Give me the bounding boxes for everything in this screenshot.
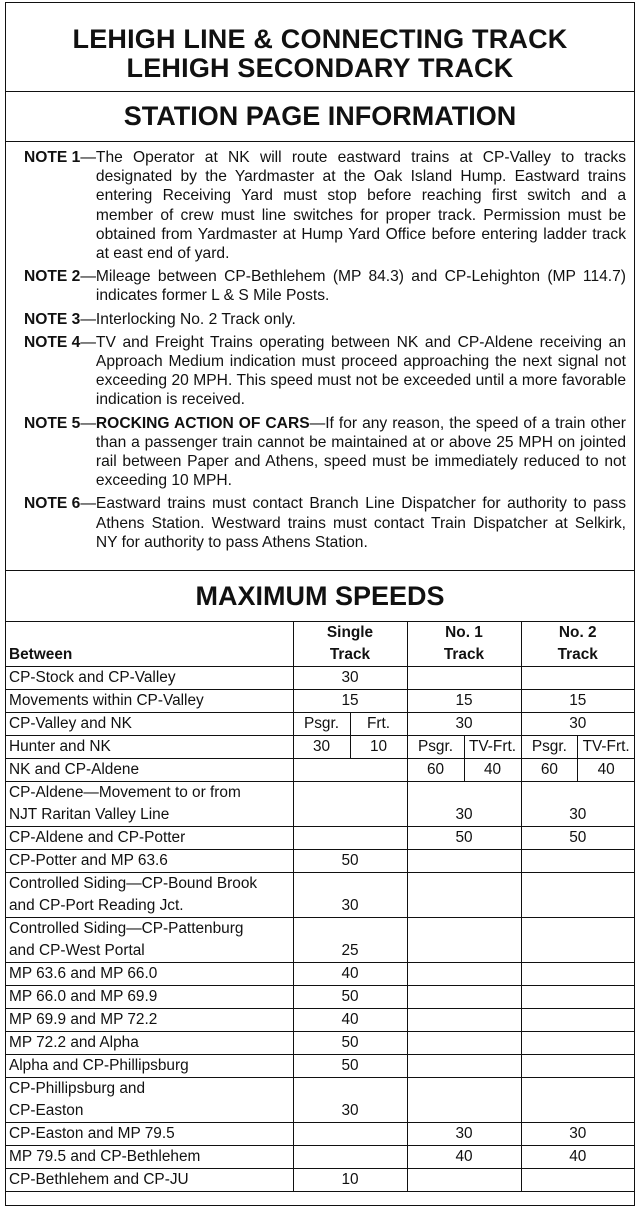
table-cell: CP-Aldene and CP-Potter [6,827,293,850]
table-row [6,827,634,850]
header-line-1: LEHIGH LINE & CONNECTING TRACK [72,24,568,54]
table-cell: 50 [293,1055,407,1078]
table-cell: CP-Easton and MP 79.5 [6,1123,293,1146]
table-cell: Hunter and NK [6,736,293,759]
table-cell: Controlled Siding—CP-Pattenburg and CP-West Portal [6,918,293,963]
table-cell [521,986,634,1009]
table-cell: 30 10 [293,736,407,759]
table-cell: 50 [407,827,521,850]
note-label: NOTE 1 [24,149,81,166]
table-cell [407,918,521,963]
table-cell: MP 79.5 and CP-Bethlehem [6,1146,293,1169]
table-cell: 30 [293,667,407,690]
note-label: NOTE 3 [24,310,81,328]
note-4: NOTE 4 — TV and Freight Trains operating between NK and CP-Aldene receiving an Approach Medium indication must proceed approaching the next signal not exceeding 20 MPH. This speed must not be exceeded until a more favorable indication is received. [24,333,626,409]
table-cell [521,1055,634,1078]
table-cell [407,873,521,918]
table-row [6,873,634,918]
table-cell: CP-Bethlehem and CP-JU [6,1169,293,1192]
table-cell: CP-Stock and CP-Valley [6,667,293,690]
table-cell: CP-Phillipsburg and CP-Easton [6,1078,293,1123]
table-cell: Alpha and CP-Phillipsburg [6,1055,293,1078]
table-row [6,1146,634,1169]
table-cell [407,1032,521,1055]
note-text: Mileage between CP-Bethlehem (MP 84.3) and CP-Lehighton (MP 114.7) indicates former L & S Mile Posts. [95,268,626,305]
table-row [6,1032,634,1055]
table-row [6,667,634,690]
table-cell: Movements within CP-Valley [6,690,293,713]
table-cell [521,1032,634,1055]
maximum-speeds-table [6,622,634,1192]
table-cell: 15 [521,690,634,713]
table-cell: 50 [293,986,407,1009]
table-cell [293,759,407,782]
note-text: Interlocking No. 2 Track only. [95,310,296,328]
table-cell: 40 [293,963,407,986]
table-cell: 60 40 [407,759,521,782]
table-cell: 30 [521,1123,634,1146]
table-cell: 30 [293,1078,407,1123]
table-row [6,782,634,827]
table-row [6,736,634,759]
table-cell: Psgr. TV-Frt. [407,736,521,759]
table-cell: NK and CP-Aldene [6,759,293,782]
table-cell [293,1146,407,1169]
table-cell: 60 40 [521,759,634,782]
table-cell: 30 [407,782,521,827]
table-cell [407,1169,521,1192]
table-cell [521,963,634,986]
station-page-title: STATION PAGE INFORMATION [6,92,634,142]
table-row [6,713,634,736]
table-cell: 50 [521,827,634,850]
table-cell [293,1123,407,1146]
table-cell [521,1009,634,1032]
table-cell [521,1169,634,1192]
note-1: NOTE 1 — The Operator at NK will route eastward trains at CP-Valley to tracks designated by the Yardmaster at the Oak Island Hump. Eastward trains entering Receiving Yard must stop before reaching first switch and a member of crew must line switches for proper track. Permission must be obtained from Yardmaster at Hump Yard Office before entering ladder track at east end of yard. [24,149,626,263]
table-header-row [6,622,634,667]
table-cell [521,1078,634,1123]
table-cell: 25 [293,918,407,963]
note-text: If for any reason, the speed of a train other than a passenger train cannot be maintained at or above 25 MPH on jointed rail between Paper and Athens, speed must be immediately reduced to not exceeding 10 MPH. [95,414,626,490]
table-cell [407,1009,521,1032]
table-cell: CP-Aldene—Movement to or from NJT Raritan Valley Line [6,782,293,827]
table-row [6,1009,634,1032]
table-cell [293,782,407,827]
timetable-page [5,2,635,1206]
notes-section [6,142,634,571]
note-text: TV and Freight Trains operating between NK and CP-Aldene receiving an Approach Medium indication must proceed approaching the next signal not exceeding 20 MPH. This speed must not be exceeded until a more favorable indication is received. [95,333,626,409]
table-cell: 50 [293,850,407,873]
table-cell [407,850,521,873]
table-cell [521,918,634,963]
table-cell [293,827,407,850]
table-row [6,759,634,782]
col-header-no2: No. 2 Track [521,622,634,667]
note-label: NOTE 4 [24,333,81,351]
maximum-speeds-title: MAXIMUM SPEEDS [6,571,634,622]
table-cell [521,850,634,873]
table-cell: 30 [521,782,634,827]
note-text: The Operator at NK will route eastward trains at CP-Valley to tracks designated by the Yardmaster at the Oak Island Hump. Eastward trains entering Receiving Yard must stop before reaching first switch and a member of crew must line switches for proper track. Permission must be obtained from Yardmaster at Hump Yard Office before entering ladder track at east end of yard. [95,149,626,263]
col-header-single: Single Track [293,622,407,667]
table-cell: MP 72.2 and Alpha [6,1032,293,1055]
col-header-between: Between [6,622,293,667]
table-cell: 30 [407,713,521,736]
table-cell: 40 [407,1146,521,1169]
table-cell [407,1078,521,1123]
document-header [6,3,634,92]
table-cell: 40 [521,1146,634,1169]
table-cell: MP 66.0 and MP 69.9 [6,986,293,1009]
table-row [6,1078,634,1123]
table-cell: Psgr. TV-Frt. [521,736,634,759]
table-row [6,1055,634,1078]
table-cell: CP-Valley and NK [6,713,293,736]
note-label: NOTE 2 [24,268,81,286]
table-cell [407,986,521,1009]
note-5: NOTE 5 — ROCKING ACTION OF CARS—If for any reason, the speed of a train other than a passenger train cannot be maintained at or above 25 MPH on jointed rail between Paper and Athens, speed must be immediately reduced to not exceeding 10 MPH. [24,414,626,490]
col-header-no1: No. 1 Track [407,622,521,667]
table-cell [521,873,634,918]
note-subheading: ROCKING ACTION OF CARS [95,414,310,432]
note-2: NOTE 2 — Mileage between CP-Bethlehem (MP 84.3) and CP-Lehighton (MP 114.7) indicates former L & S Mile Posts. [24,268,626,305]
table-cell: 10 [293,1169,407,1192]
table-cell: Controlled Siding—CP-Bound Brook and CP-Port Reading Jct. [6,873,293,918]
table-cell: 40 [293,1009,407,1032]
table-cell: MP 69.9 and MP 72.2 [6,1009,293,1032]
table-cell [407,1055,521,1078]
table-cell: CP-Potter and MP 63.6 [6,850,293,873]
table-row [6,1169,634,1192]
table-cell: 15 [293,690,407,713]
table-cell: Psgr. Frt. [293,713,407,736]
table-row [6,986,634,1009]
table-row [6,1123,634,1146]
table-cell [407,963,521,986]
table-cell: MP 63.6 and MP 66.0 [6,963,293,986]
table-cell: 30 [293,873,407,918]
table-row [6,918,634,963]
table-cell [407,667,521,690]
table-cell: 30 [521,713,634,736]
table-row [6,850,634,873]
note-text: Eastward trains must contact Branch Line Dispatcher for authority to pass Athens Station. Westward trains must contact Train Dispatcher at Selkirk, NY for authority to pass Athens Station. [95,495,626,551]
table-row [6,963,634,986]
note-label: NOTE 6 [24,495,81,513]
note-6: NOTE 6 — Eastward trains must contact Branch Line Dispatcher for authority to pass Athens Station. Westward trains must contact Train Dispatcher at Selkirk, NY for authority to pass Athens Station. [24,495,626,551]
header-line-2: LEHIGH SECONDARY TRACK [126,53,514,83]
table-cell [521,667,634,690]
table-row [6,690,634,713]
note-label: NOTE 5 [24,414,81,432]
table-cell: 50 [293,1032,407,1055]
table-cell: 15 [407,690,521,713]
note-3: NOTE 3 — Interlocking No. 2 Track only. [24,310,626,329]
table-cell: 30 [407,1123,521,1146]
